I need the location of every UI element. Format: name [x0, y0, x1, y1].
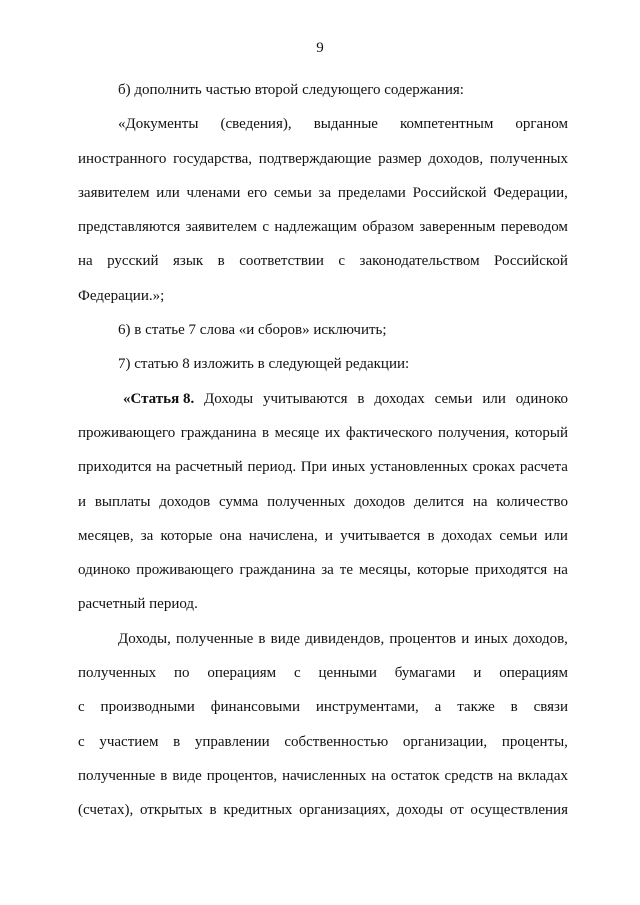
line-text: 7) статью 8 изложить в следующей редакции:: [118, 356, 410, 373]
text-line: [78, 142, 568, 176]
line-word: в: [427, 527, 435, 544]
text-line: [78, 485, 568, 519]
line-word: доходах: [441, 527, 493, 544]
line-word: участием: [99, 733, 159, 750]
line-word: фактического: [345, 424, 433, 441]
line-word: расчетный: [175, 459, 243, 476]
line-word: одиноко: [78, 562, 131, 579]
line-word: Доходы,: [118, 630, 171, 647]
line-word: которые: [160, 527, 213, 544]
line-text: б) дополнить частью второй следующего содержания:: [118, 82, 464, 98]
line-word: Доходы: [204, 390, 254, 407]
line-word: инструментами,: [315, 699, 419, 716]
text-line: [78, 793, 568, 827]
line-word: кредитных: [223, 802, 293, 819]
line-word: полученных: [267, 493, 346, 510]
line-word: Российской: [494, 253, 568, 270]
line-word: который: [514, 424, 568, 441]
line-word: семьи: [273, 184, 312, 201]
line-word: семьи: [499, 527, 538, 544]
line-word: проживающего: [78, 424, 176, 441]
line-word: производными: [100, 699, 195, 716]
line-word: членами: [186, 184, 241, 201]
text-line: [78, 382, 568, 416]
line-word: приходится: [78, 459, 152, 476]
line-word: «Документы: [118, 116, 199, 133]
line-word: доходах: [374, 390, 425, 407]
line-word: и: [78, 493, 87, 510]
line-word: полученные: [78, 767, 156, 784]
line-word: учитывается: [340, 527, 421, 544]
line-word: подтверждающие: [258, 150, 372, 167]
line-word: и: [461, 630, 470, 647]
line-word: также: [457, 699, 495, 716]
line-word: сроках: [472, 459, 516, 476]
line-word: Российской: [412, 184, 487, 201]
line-word: семьи: [434, 390, 473, 407]
line-word: расчета: [519, 459, 568, 476]
line-word: или: [544, 527, 568, 544]
line-word: месяцы,: [359, 562, 411, 579]
text-line: [78, 450, 568, 484]
line-word: в: [173, 733, 181, 750]
line-word: с: [338, 253, 346, 270]
line-word: представляются: [78, 219, 181, 236]
line-word: начислена,: [248, 527, 318, 544]
line-word: виде: [270, 630, 301, 647]
line-word: от: [449, 802, 464, 819]
line-word: с: [78, 699, 85, 716]
line-word: заверенным: [419, 219, 496, 236]
line-word: на: [78, 253, 93, 270]
line-word: количество: [496, 493, 568, 510]
line-word: финансовыми: [210, 699, 301, 716]
line-word: их: [324, 424, 341, 441]
line-word: доходов: [354, 493, 406, 510]
line-word: (счетах),: [78, 802, 134, 819]
line-word: за: [321, 562, 334, 579]
line-word: выплаты: [94, 493, 151, 510]
text-line: [78, 107, 568, 141]
line-word: в: [160, 767, 168, 784]
text-line: [78, 244, 568, 278]
line-word: иностранного: [78, 150, 167, 167]
line-word: государства,: [173, 150, 253, 167]
line-word: за: [318, 184, 332, 201]
line-word: иных: [331, 459, 366, 476]
line-word: заявителем: [185, 219, 258, 236]
line-word: в: [217, 253, 225, 270]
line-word: остаток: [390, 767, 440, 784]
text-line: [78, 210, 568, 244]
text-line: [78, 73, 568, 107]
line-word: органом: [515, 116, 568, 133]
text-line: [78, 690, 568, 724]
line-word: по: [174, 665, 190, 682]
text-line: [78, 553, 568, 587]
line-word: полученные: [175, 630, 254, 647]
line-word: она: [219, 527, 242, 544]
line-word: на: [156, 459, 171, 476]
text-line: [78, 279, 568, 313]
line-word: и: [473, 665, 482, 682]
line-word: организациях,: [299, 802, 390, 819]
line-word: образом: [362, 219, 415, 236]
line-word: размер: [378, 150, 422, 167]
line-word: в: [261, 424, 270, 441]
line-word: его: [247, 184, 268, 201]
line-word: полученных: [78, 665, 157, 682]
line-text: расчетный период.: [78, 596, 198, 613]
text-line: [78, 313, 568, 347]
line-word: Федерации,: [493, 184, 568, 201]
text-line: [78, 416, 568, 450]
article-heading: «Статья 8.: [123, 390, 195, 407]
line-word: или: [156, 184, 180, 201]
line-word: язык: [173, 253, 204, 270]
line-word: проживающего: [136, 562, 234, 579]
line-word: получения,: [437, 424, 510, 441]
line-word: выданные: [313, 116, 378, 133]
line-word: собственностью: [284, 733, 389, 750]
line-word: гражданина: [239, 562, 316, 579]
line-word: приходятся: [474, 562, 548, 579]
line-word: или: [482, 390, 506, 407]
line-word: а: [434, 699, 442, 716]
line-word: ценными: [318, 665, 377, 682]
line-word: проценты,: [501, 733, 568, 750]
line-word: заявителем: [78, 184, 150, 201]
line-word: доходов: [159, 493, 211, 510]
line-word: средств: [444, 767, 494, 784]
line-word: процентов,: [206, 767, 278, 784]
line-word: одиноко: [515, 390, 568, 407]
line-word: доходы: [396, 802, 444, 819]
line-word: период.: [247, 459, 297, 476]
line-word: делится: [413, 493, 465, 510]
line-word: с: [294, 665, 301, 682]
line-word: При: [300, 459, 328, 476]
line-word: полученных: [489, 150, 568, 167]
line-word: процентов: [389, 630, 457, 647]
line-word: в: [258, 630, 266, 647]
text-line: [78, 656, 568, 690]
text-line: [78, 587, 568, 621]
line-word: сумма: [219, 493, 259, 510]
line-word: начисленных: [282, 767, 367, 784]
line-word: за: [140, 527, 154, 544]
line-word: на: [371, 767, 386, 784]
line-word: с: [78, 733, 85, 750]
line-word: месяцев,: [78, 527, 134, 544]
line-word: доходов,: [513, 630, 568, 647]
line-text: 6) в статье 7 слова «и сборов» исключить;: [118, 322, 387, 339]
line-word: открытых: [139, 802, 203, 819]
line-word: операциям: [207, 665, 277, 682]
text-line: [78, 519, 568, 553]
body-text: [78, 73, 568, 828]
line-word: переводом: [500, 219, 568, 236]
line-word: доходов,: [428, 150, 484, 167]
line-word: соответствии: [239, 253, 324, 270]
text-line: [78, 347, 568, 381]
text-line: [78, 176, 568, 210]
line-word: учитываются: [262, 390, 348, 407]
text-line: [78, 622, 568, 656]
line-word: операциям: [499, 665, 568, 682]
text-line: [78, 759, 568, 793]
line-word: законодательством: [359, 253, 480, 270]
line-word: пределами: [337, 184, 406, 201]
page-number: 9: [316, 40, 324, 56]
line-word: виде: [172, 767, 202, 784]
line-word: в: [510, 699, 518, 716]
text-line: [78, 725, 568, 759]
line-word: организации,: [402, 733, 488, 750]
line-word: гражданина: [180, 424, 257, 441]
line-word: (сведения),: [220, 116, 292, 133]
line-word: с: [262, 219, 269, 236]
line-word: русский: [107, 253, 159, 270]
line-word: вкладах: [517, 767, 568, 784]
line-word: и: [324, 527, 333, 544]
line-text: Федерации.»;: [78, 287, 165, 304]
line-word: надлежащим: [274, 219, 357, 236]
line-word: которые: [416, 562, 469, 579]
line-word: на: [553, 562, 568, 579]
line-word: бумагами: [394, 665, 456, 682]
line-word: компетентным: [400, 116, 494, 133]
line-word: иных: [474, 630, 509, 647]
line-word: осуществления: [470, 802, 568, 819]
line-word: месяце: [274, 424, 320, 441]
line-word: на: [498, 767, 513, 784]
line-word: в: [209, 802, 217, 819]
line-word: в: [357, 390, 365, 407]
line-word: управлении: [194, 733, 270, 750]
line-word: на: [472, 493, 488, 510]
line-word: дивидендов,: [305, 630, 385, 647]
line-word: связи: [533, 699, 568, 716]
line-word: установленных: [369, 459, 468, 476]
line-word: те: [339, 562, 354, 579]
